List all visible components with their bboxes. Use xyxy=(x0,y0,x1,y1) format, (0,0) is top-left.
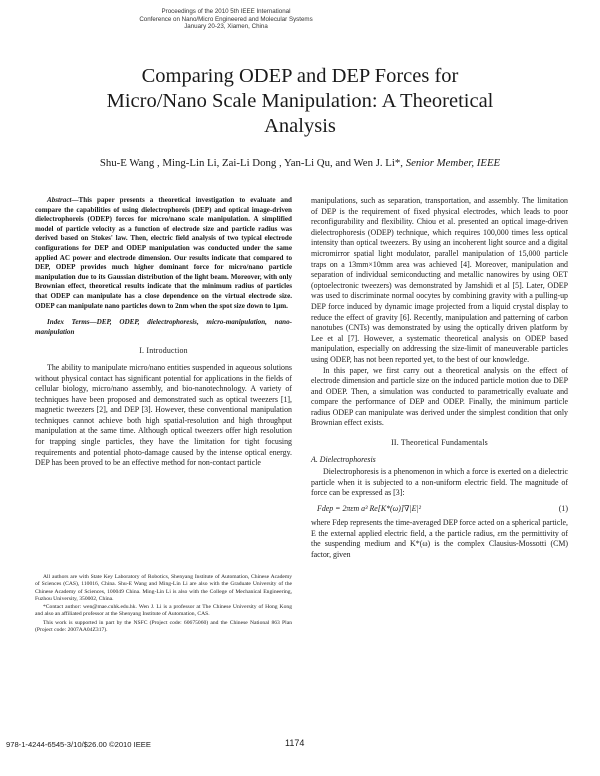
subsection-heading-dielectrophoresis: A. Dielectrophoresis xyxy=(311,454,376,464)
left-column xyxy=(35,196,292,469)
conference-line-1: Proceedings of the 2010 5th IEEE International xyxy=(161,8,291,15)
author-list xyxy=(30,157,570,169)
footnote-funding: This work is supported in part by the NSFC (Project code: 60675060) and the Chinese National 863 Plan (Project code: 2007AA04Z317). xyxy=(35,619,292,634)
section-heading-introduction: I. Introduction xyxy=(139,346,188,356)
index-terms-text: —DEP, ODEP, dielectrophoresis, micro-manipulation, nano-manipulation xyxy=(35,318,293,336)
title-line-2: Micro/Nano Scale Manipulation: A Theoretical xyxy=(106,90,494,112)
conference-header xyxy=(96,8,356,31)
author-names: Shu-E Wang , Ming-Lin Li, Zai-Li Dong , Yan-Li Qu, and Wen J. Li*, xyxy=(99,157,403,169)
conference-line-2: Conference on Nano/Micro Engineered and Molecular Systems xyxy=(139,15,313,23)
dep-paragraph-1: Dielectrophoresis is a phenomenon in which a force is exerted on a dielectric particle when it is subjected to a non-uniform electric field. The magnitude of force can be expressed as [3]: xyxy=(311,467,568,498)
dep-paragraph-2: where Fdep represents the time-averaged DEP force acted on a spherical particle, E the external applied electric field, a the particle radius, εm the permittivity of the suspending medium and K*(ω) is the complex Clausius-Mossotti (CM) factor, given xyxy=(311,518,568,559)
index-terms xyxy=(35,318,292,337)
intro-paragraph-2: In this paper, we first carry out a theoretical analysis on the effect of electrode dimension and particle size on the induced particle motion due to DEP and ODEP. Then, a simulation was conducted to parametrically evaluate and compare the performance of DEP and ODEP. Finally, the minimum particle radius ODEP can manipulate was derived under the simplest condition that only Brownian effect exists. xyxy=(311,365,568,428)
title-line-3: Analysis xyxy=(264,115,336,137)
equation-formula: Fdep = 2πεm a³ Re[K*(ω)]∇|E|² xyxy=(317,503,421,513)
abstract-text: —This paper presents a theoretical investigation to evaluate and compare the capabilities of using dielectrophoreis (DEP) and optical image-driven dielectrophoreis (ODEP) forces for micro/nano scale manipulation. A simplified model of particle velocity as a function of electrode size and particle radius was derived based on Stokes' law. Then, electric field analysis of two typical electrode configurations for DEP and ODEP manipulation was conducted under the same applied AC power and electrode dimension. Our results indicate that compared to DEP, ODEP provides much higher dominant force for micro/nano particle manipulation due to its Gaussian distribution of the light beam. Moreover, with only Brownian effect, theoretical results indicate that the minimum radius of particles that ODEP can manipulate has a close dependence on the virtual electrode size. ODEP can manipulate nano particles down to 2nm when the spot size down to 1μm. xyxy=(35,196,292,310)
title-line-1: Comparing ODEP and DEP Forces for xyxy=(141,65,459,87)
equation-number: (1) xyxy=(558,503,568,513)
section-heading-theory: II. Theoretical Fundamentals xyxy=(391,438,488,448)
footnotes xyxy=(35,574,292,635)
conference-line-3: January 20-23, Xiamen, China xyxy=(184,23,268,31)
intro-paragraph-1: The ability to manipulate micro/nano entities suspended in aqueous solutions without physical contact has significant potential for applications in the fields of cellular biology, micro/nano assembly, and bio-nanotechnology. A variety of techniques have been proposed and demonstrated such as optical tweezers [1], magnetic tweezers [2], and DEP [3]. However, these conventional manipulation techniques cannot achieve both high spatial-resolution and high throughput manipulation at the same time. Although optical tweezers offer high resolution for trapping single particles, they have the limitation for tight focusing requirements and potential photo-damage caused by the intense optical energy. DEP has been proved to be an effective method for non-contact particle xyxy=(35,362,292,468)
author-role: Senior Member, IEEE xyxy=(405,157,501,169)
footnote-affiliations: All authors are with State Key Laboratory of Robotics, Shenyang Institute of Automation, Chinese Academy of Sciences (CAS), 110016, China. Shu-E Wang and Ming-Lin Li are also with the Graduate University of the Chinese Academy of Sciences, 100049 China. Ming-Lin Li is also with the College of Mechanical Engineering, Fuzhou University, 350002, China. xyxy=(35,574,292,602)
intro-paragraph-1-continued: manipulations, such as separation, transportation, and assembly. The limitation of DEP is the requirement of fixed physical electrodes, which leads to poor reconfigurability and flexibility. Chiou et al. presented an optical image-driven dielectrophoresis (ODEP) technique, which requires 100,000 times less optical intensity than optical tweezers. By using an incoherent light source and a digital micromirror spatial light modulator, parallel manipulation of 15,000 particle traps on a 13mm×10mm area was achieved [4]. Moreover, manipulation and separation of individual semiconducting and metallic nanowires by using OET (optoelectronic tweezers) was demonstrated by Jamshidi et al [5]. Later, ODEP was used to discriminate normal oocytes by combining gravity with a pulling-up DEP force induced by dynamic image projected from a liquid crystal display to reduce the effect of gravity [6]. Recently, manipulation and patterning of carbon nanotubes (CNTs) was demonstrated by using the optically driven platform by Lee et al [7]. However, a systematic theoretical analysis on ODEP based manipulation, especially on addressing the size-limit of maneuverable particles using ODEP, has not been reported yet, to the best of our knowledge. xyxy=(311,196,568,364)
index-terms-label: Index Terms xyxy=(47,318,90,327)
paper-title xyxy=(60,64,540,139)
abstract xyxy=(35,196,292,311)
right-column xyxy=(311,196,568,560)
footnote-contact: *Contact author: wen@mae.cuhk.edu.hk. Wen J. Li is a professor at The Chinese University of Hong Kong and also an affiliated professor at the Shenyang Institute of Automation, CAS. xyxy=(35,604,292,618)
equation-1 xyxy=(311,501,568,517)
abstract-label: Abstract xyxy=(47,196,72,204)
isbn-footer: 978-1-4244-6545-3/10/$26.00 ©2010 IEEE xyxy=(6,740,151,749)
page-number: 1174 xyxy=(285,738,305,748)
